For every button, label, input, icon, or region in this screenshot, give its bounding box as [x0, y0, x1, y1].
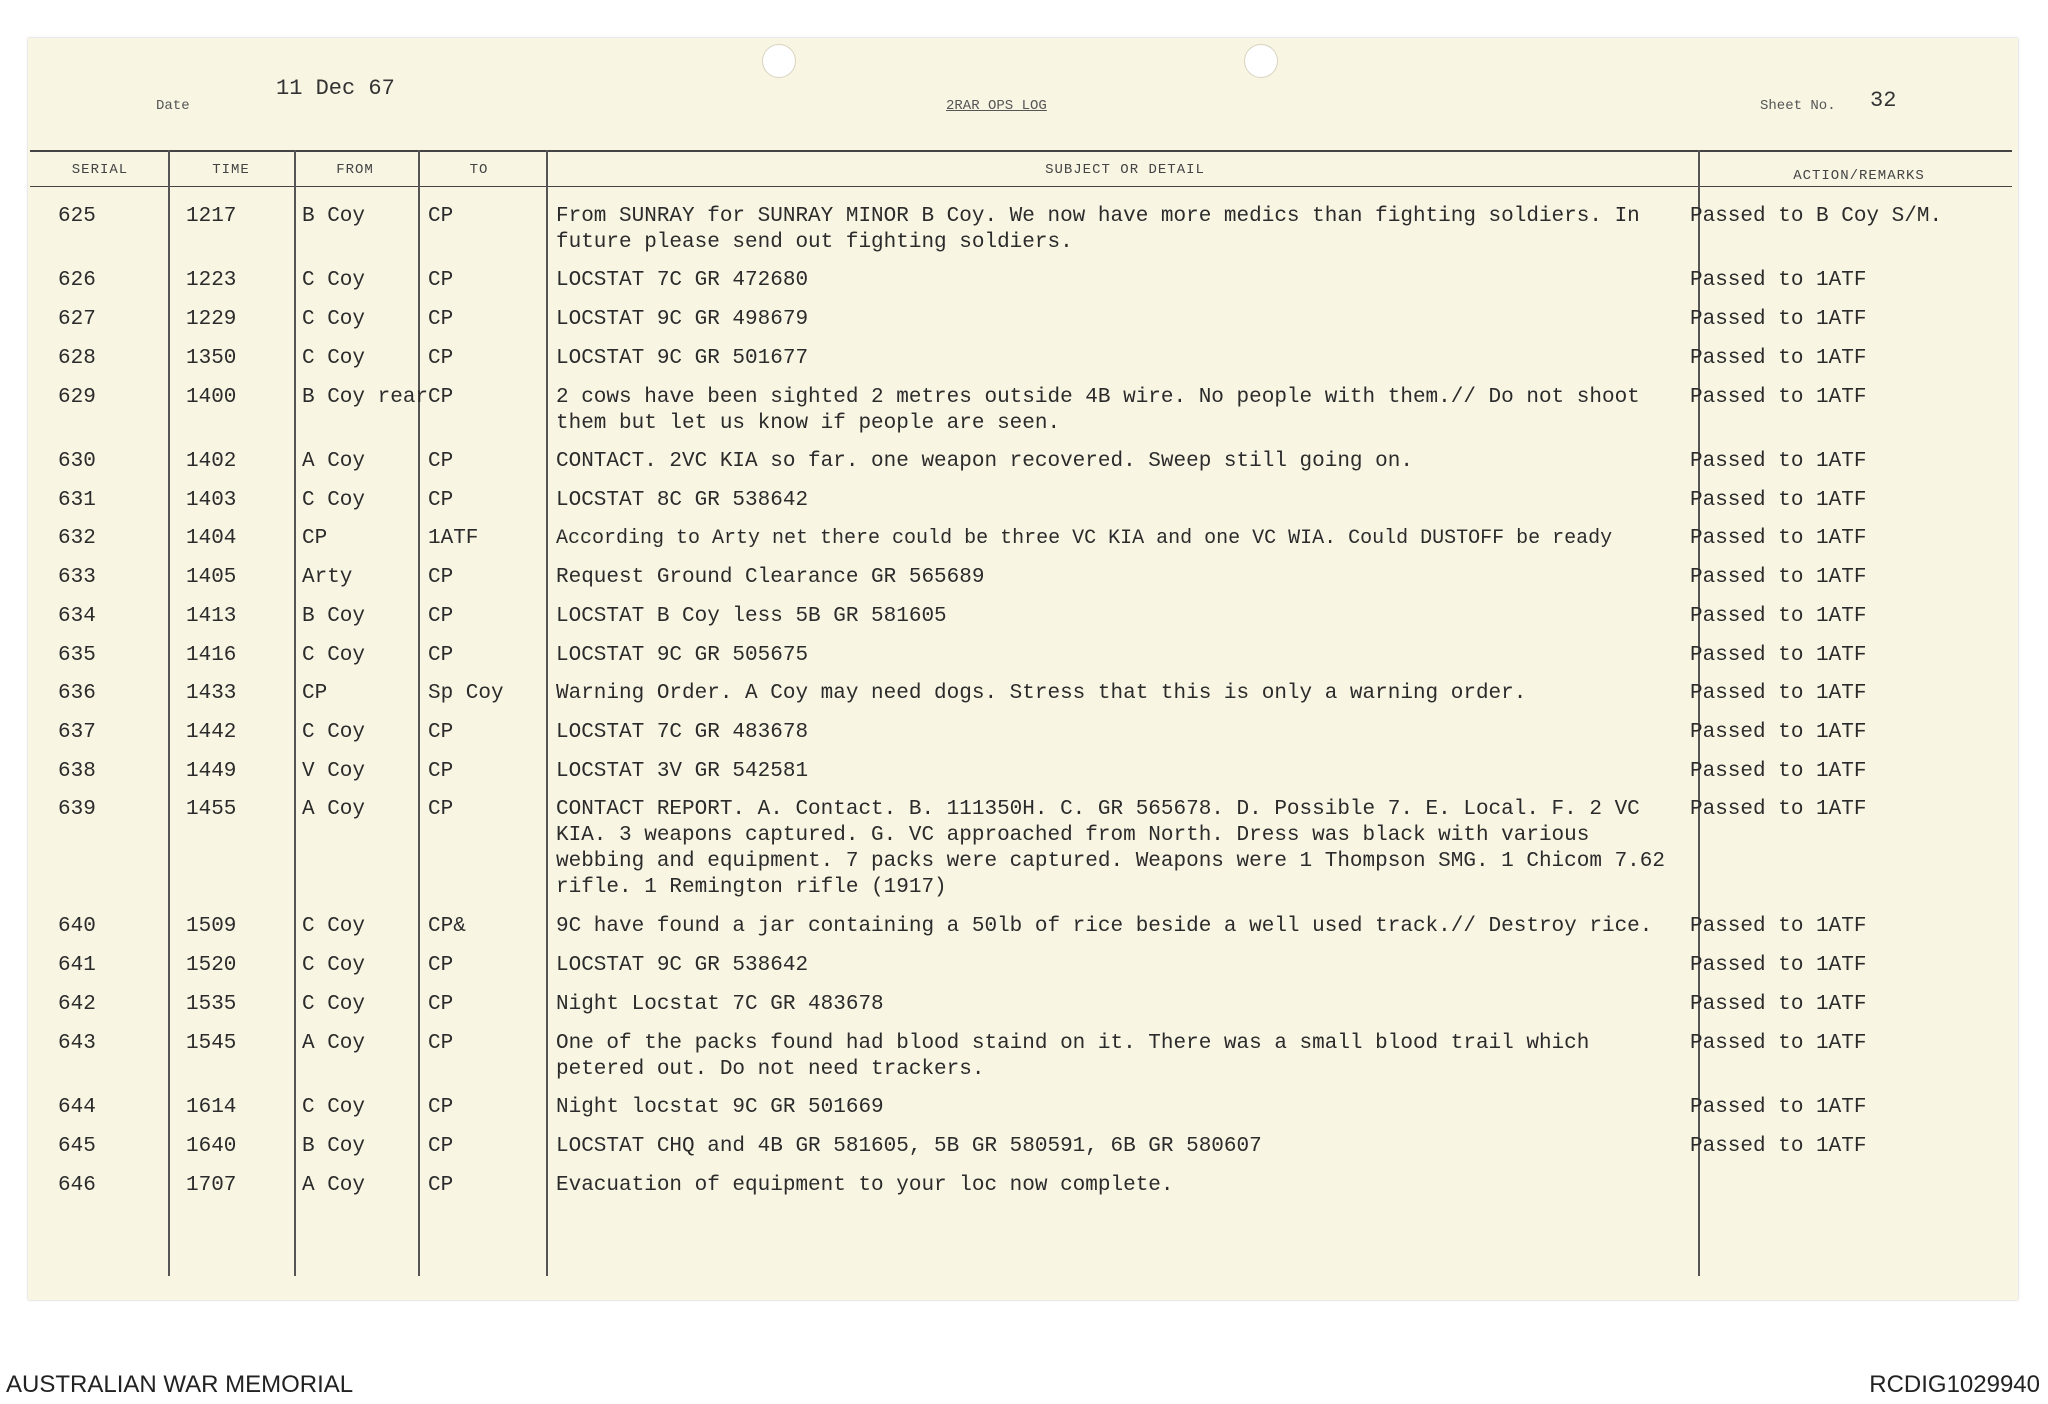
from: B Coy rear [302, 386, 429, 409]
action: Passed to 1ATF [1690, 682, 1867, 705]
time: 1217 [186, 205, 237, 228]
action: Passed to 1ATF [1690, 1135, 1867, 1158]
time: 1455 [186, 798, 237, 821]
action: Passed to 1ATF [1690, 269, 1867, 292]
time: 1350 [186, 347, 237, 370]
serial: 646 [58, 1174, 96, 1197]
detail: LOCSTAT 9C GR 501677 [556, 347, 809, 370]
from: Arty [302, 566, 353, 589]
detail: CONTACT REPORT. A. Contact. B. 111350H. C. GR 565678. D. Possible 7. E. Local. F. 2 VC KIA. 3 weapons captured. G. VC approached from North. Dress was black with various webbing and equipment. 7 packs were captured. Weapons were 1 Thompson SMG. 1 Chicom 7.62 rifle. 1 Remington rifle (1917) [556, 798, 1665, 899]
from: A Coy [302, 1032, 366, 1055]
to: CP [428, 1135, 454, 1158]
to: CP [428, 644, 454, 667]
detail: CONTACT. 2VC KIA so far. one weapon recovered. Sweep still going on. [556, 450, 1413, 473]
to: CP [428, 269, 454, 292]
table-top-rule [30, 150, 2012, 152]
action: Passed to 1ATF [1690, 386, 1867, 409]
detail: Night Locstat 7C GR 483678 [556, 993, 884, 1016]
to: CP [428, 566, 454, 589]
time: 1223 [186, 269, 237, 292]
detail: Warning Order. A Coy may need dogs. Stress that this is only a warning order. [556, 682, 1527, 705]
time: 1545 [186, 1032, 237, 1055]
date-value: 11 Dec 67 [276, 76, 395, 101]
action: Passed to 1ATF [1690, 993, 1867, 1016]
action: Passed to 1ATF [1690, 644, 1867, 667]
serial: 630 [58, 450, 96, 473]
serial: 643 [58, 1032, 96, 1055]
time: 1433 [186, 682, 237, 705]
column-divider [294, 150, 296, 1276]
col-from: FROM [336, 162, 374, 178]
col-action: ACTION/REMARKS [1793, 168, 1925, 184]
time: 1509 [186, 915, 237, 938]
detail: Request Ground Clearance GR 565689 [556, 566, 985, 589]
to: CP [428, 205, 454, 228]
from: C Coy [302, 269, 366, 292]
detail: LOCSTAT 9C GR 498679 [556, 308, 809, 331]
col-to: TO [469, 162, 489, 178]
detail: LOCSTAT 3V GR 542581 [556, 760, 809, 783]
serial: 632 [58, 527, 96, 550]
to: CP [428, 386, 454, 409]
from: C Coy [302, 347, 366, 370]
action: Passed to 1ATF [1690, 954, 1867, 977]
action: Passed to 1ATF [1690, 527, 1867, 550]
action: Passed to 1ATF [1690, 1096, 1867, 1119]
action: Passed to 1ATF [1690, 915, 1867, 938]
from: CP [302, 682, 328, 705]
to: CP [428, 993, 454, 1016]
serial: 629 [58, 386, 96, 409]
to: 1ATF [428, 527, 479, 550]
time: 1614 [186, 1096, 237, 1119]
serial: 641 [58, 954, 96, 977]
action: Passed to B Coy S/M. [1690, 205, 1943, 228]
serial: 633 [58, 566, 96, 589]
col-time: TIME [212, 162, 250, 178]
serial: 644 [58, 1096, 96, 1119]
detail: LOCSTAT 9C GR 538642 [556, 954, 809, 977]
time: 1442 [186, 721, 237, 744]
to: CP [428, 605, 454, 628]
time: 1449 [186, 760, 237, 783]
time: 1229 [186, 308, 237, 331]
serial: 639 [58, 798, 96, 821]
time: 1535 [186, 993, 237, 1016]
action: Passed to 1ATF [1690, 798, 1867, 821]
time: 1416 [186, 644, 237, 667]
detail: Evacuation of equipment to your loc now complete. [556, 1174, 1174, 1197]
time: 1400 [186, 386, 237, 409]
action: Passed to 1ATF [1690, 605, 1867, 628]
action: Passed to 1ATF [1690, 489, 1867, 512]
serial: 628 [58, 347, 96, 370]
punch-hole [1244, 44, 1278, 78]
to: Sp Coy [428, 682, 504, 705]
detail: LOCSTAT 8C GR 538642 [556, 489, 809, 512]
document-id: RCDIG1029940 [1869, 1371, 2040, 1398]
header-bottom-rule [30, 186, 2012, 187]
action: Passed to 1ATF [1690, 308, 1867, 331]
action: Passed to 1ATF [1690, 760, 1867, 783]
from: V Coy [302, 760, 366, 783]
column-divider [546, 150, 548, 1276]
serial: 640 [58, 915, 96, 938]
to: CP [428, 489, 454, 512]
detail: LOCSTAT 7C GR 472680 [556, 269, 809, 292]
column-divider [168, 150, 170, 1276]
serial: 634 [58, 605, 96, 628]
to: CP [428, 1096, 454, 1119]
date-label: Date [156, 98, 190, 114]
from: C Coy [302, 308, 366, 331]
detail: From SUNRAY for SUNRAY MINOR B Coy. We now have more medics than fighting soldiers. In future please send out fighting soldiers. [556, 205, 1640, 254]
time: 1403 [186, 489, 237, 512]
to: CP [428, 450, 454, 473]
to: CP& [428, 915, 466, 938]
serial: 631 [58, 489, 96, 512]
to: CP [428, 1174, 454, 1197]
from: B Coy [302, 605, 366, 628]
detail: LOCSTAT B Coy less 5B GR 581605 [556, 605, 947, 628]
from: A Coy [302, 798, 366, 821]
detail: 2 cows have been sighted 2 metres outside 4B wire. No people with them.// Do not shoot them but let us know if people are seen. [556, 386, 1640, 435]
to: CP [428, 1032, 454, 1055]
action: Passed to 1ATF [1690, 566, 1867, 589]
from: B Coy [302, 205, 366, 228]
detail: LOCSTAT CHQ and 4B GR 581605, 5B GR 580591, 6B GR 580607 [556, 1135, 1262, 1158]
time: 1404 [186, 527, 237, 550]
col-serial: SERIAL [71, 162, 129, 178]
serial: 645 [58, 1135, 96, 1158]
time: 1520 [186, 954, 237, 977]
from: A Coy [302, 1174, 366, 1197]
detail: 9C have found a jar containing a 50lb of rice beside a well used track.// Destroy rice. [556, 915, 1653, 938]
serial: 638 [58, 760, 96, 783]
serial: 636 [58, 682, 96, 705]
to: CP [428, 347, 454, 370]
serial: 642 [58, 993, 96, 1016]
archive-credit: AUSTRALIAN WAR MEMORIAL [6, 1371, 354, 1398]
from: C Coy [302, 721, 366, 744]
detail: According to Arty net there could be three VC KIA and one VC WIA. Could DUSTOFF be ready [556, 527, 1613, 550]
from: C Coy [302, 644, 366, 667]
from: C Coy [302, 954, 366, 977]
serial: 637 [58, 721, 96, 744]
to: CP [428, 798, 454, 821]
action: Passed to 1ATF [1690, 721, 1867, 744]
time: 1640 [186, 1135, 237, 1158]
detail: LOCSTAT 9C GR 505675 [556, 644, 809, 667]
log-title: 2RAR OPS LOG [946, 98, 1047, 114]
time: 1707 [186, 1174, 237, 1197]
detail: One of the packs found had blood staind on it. There was a small blood trail which petered out. Do not need trackers. [556, 1032, 1590, 1081]
col-detail: SUBJECT OR DETAIL [1045, 162, 1205, 178]
sheet-label: Sheet No. [1760, 98, 1836, 114]
from: C Coy [302, 993, 366, 1016]
from: A Coy [302, 450, 366, 473]
time: 1405 [186, 566, 237, 589]
from: C Coy [302, 915, 366, 938]
action: Passed to 1ATF [1690, 450, 1867, 473]
action: Passed to 1ATF [1690, 347, 1867, 370]
from: B Coy [302, 1135, 366, 1158]
from: C Coy [302, 489, 366, 512]
detail: Night locstat 9C GR 501669 [556, 1096, 884, 1119]
punch-hole [762, 44, 796, 78]
serial: 626 [58, 269, 96, 292]
time: 1402 [186, 450, 237, 473]
sheet-value: 32 [1870, 88, 1897, 113]
column-divider [418, 150, 420, 1276]
from: CP [302, 527, 328, 550]
to: CP [428, 308, 454, 331]
time: 1413 [186, 605, 237, 628]
from: C Coy [302, 1096, 366, 1119]
serial: 625 [58, 205, 96, 228]
detail: LOCSTAT 7C GR 483678 [556, 721, 809, 744]
to: CP [428, 954, 454, 977]
action: Passed to 1ATF [1690, 1032, 1867, 1055]
serial: 635 [58, 644, 96, 667]
to: CP [428, 760, 454, 783]
to: CP [428, 721, 454, 744]
serial: 627 [58, 308, 96, 331]
